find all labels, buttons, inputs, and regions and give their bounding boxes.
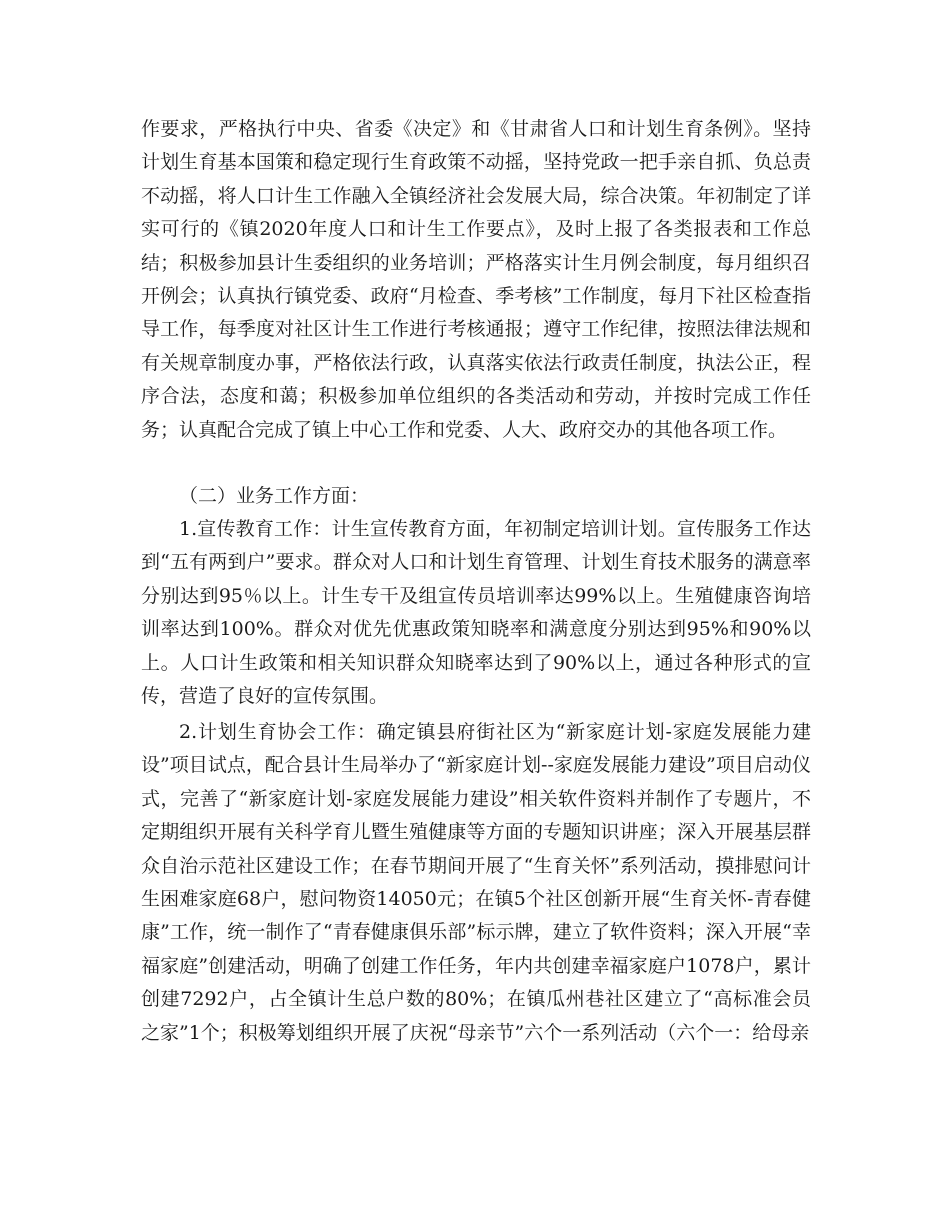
section-heading-business-work: [141, 480, 811, 513]
paragraph-publicity-education: 1.宣传教育工作：计生宣传教育方面，年初制定培训计划。宣传服务工作达到“五有两到户”要求。群众对人口和计划生育管理、计划生育技术服务的满意率分别达到95％以上。计生专干及组宣传员培训率达99%以上。生殖健康咨询培训率达到100%。群众对优先优惠政策知晓率和满意度分别达到95%和90%以上。人口计生政策和相关知识群众知晓率达到了90%以上，通过各种形式的宣传，营造了良好的宣传氛围。: [141, 518, 811, 708]
paragraph-block-association: [141, 716, 811, 1050]
paragraph-family-planning-association: 2.计划生育协会工作：确定镇县府街社区为“新家庭计划-家庭发展能力建设”项目试点，配合县计生局举办了“新家庭计划--家庭发展能力建设”项目启动仪式，完善了“新家庭计划-家庭发展能力建设”相关软件资料并制作了专题片，不定期组织开展有关科学育儿暨生殖健康等方面的专题知识讲座；深入开展基层群众自治示范社区建设工作；在春节期间开展了“生育关怀”系列活动，摸排慰问计生困难家庭68户，慰问物资14050元；在镇5个社区创新开展“生育关怀-青春健康”工作，统一制作了“青春健康俱乐部”标示牌，建立了软件资料；深入开展“幸福家庭”创建活动，明确了创建工作任务，年内共创建幸福家庭户1078户，累计创建7292户，占全镇计生总户数的80%；在镇瓜州巷社区建立了“高标准会员之家”1个；积极筹划组织开展了庆祝“母亲节”六个一系列活动（六个一：给母亲: [141, 721, 811, 1044]
document-body: [141, 113, 811, 447]
section-heading: （二）业务工作方面：: [179, 485, 370, 507]
paragraph-block-publicity: [141, 513, 811, 713]
paragraph-work-requirements: 作要求，严格执行中央、省委《决定》和《甘肃省人口和计划生育条例》。坚持计划生育基本国策和稳定现行生育政策不动摇，坚持党政一把手亲自抓、负总责不动摇，将人口计生工作融入全镇经济社会发展大局，综合决策。年初制定了详实可行的《镇2020年度人口和计生工作要点》，及时上报了各类报表和工作总结；积极参加县计生委组织的业务培训；严格落实计生月例会制度，每月组织召开例会；认真执行镇党委、政府“月检查、季考核”工作制度，每月下社区检查指导工作，每季度对社区计生工作进行考核通报；遵守工作纪律，按照法律法规和有关规章制度办事，严格依法行政，认真落实依法行政责任制度，执法公正，程序合法，态度和蔼；积极参加单位组织的各类活动和劳动，并按时完成工作任务；认真配合完成了镇上中心工作和党委、人大、政府交办的其他各项工作。: [141, 118, 811, 441]
